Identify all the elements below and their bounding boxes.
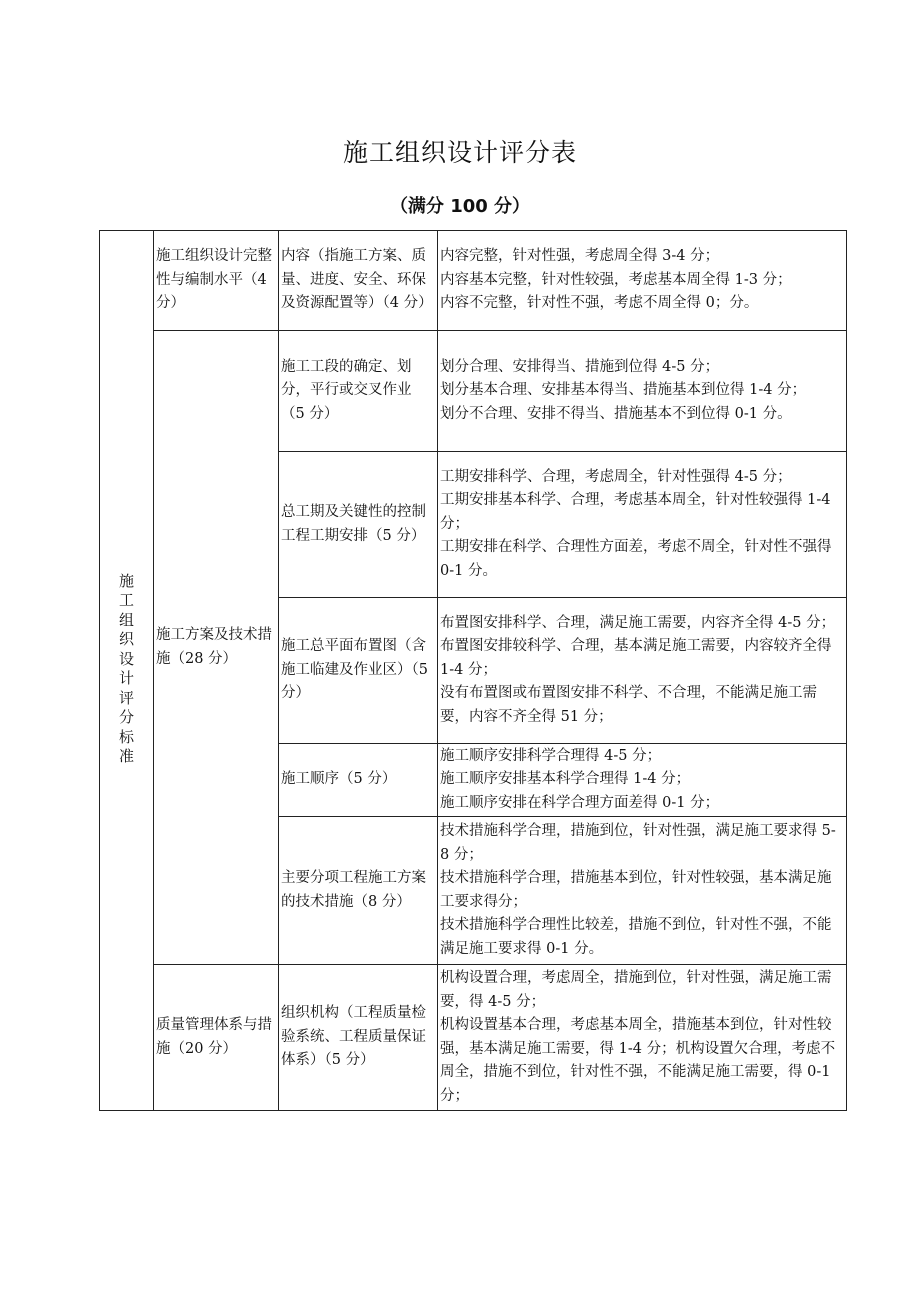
criteria-line: 布置图安排科学、合理，满足施工需要，内容齐全得 4-5 分； <box>440 614 836 631</box>
criteria-line: 机构设置合理，考虑周全，措施到位，针对性强，满足施工需要，得 4-5 分； <box>440 970 832 1010</box>
criteria-cell <box>438 965 847 1111</box>
item-cell: 总工期及关键性的控制工程工期安排（5 分） <box>279 452 438 598</box>
criteria-cell <box>438 331 847 452</box>
item-cell: 施工总平面布置图（含施工临建及作业区）（5 分） <box>279 598 438 744</box>
table-row <box>100 965 847 1111</box>
criteria-line: 内容不完整，针对性不强，考虑不周全得 0；分。 <box>440 295 759 312</box>
criteria-line: 机构设置基本合理，考虑基本周全，措施基本到位，针对性较强，基本满足施工需要，得 1-4 分；机构设置欠合理，考虑不周全，措施不到位，针对性不强，不能满足施工需要，得 0-1 分； <box>440 1017 836 1104</box>
score-table <box>99 230 847 1111</box>
table-row <box>100 231 847 331</box>
item-cell: 主要分项工程施工方案的技术措施（8 分） <box>279 817 438 965</box>
criteria-cell <box>438 452 847 598</box>
group-cell: 施工组织设计完整性与编制水平（4 分） <box>154 231 279 331</box>
criteria-line: 施工顺序安排科学合理得 4-5 分； <box>440 747 662 764</box>
item-cell: 组织机构（工程质量检验系统、工程质量保证体系）（5 分） <box>279 965 438 1111</box>
item-cell: 施工工段的确定、划分，平行或交叉作业（5 分） <box>279 331 438 452</box>
criteria-line: 施工顺序安排基本科学合理得 1-4 分； <box>440 771 691 788</box>
criteria-cell <box>438 817 847 965</box>
criteria-line: 划分不合理、安排不得当、措施基本不到位得 0-1 分。 <box>440 405 792 422</box>
criteria-line: 划分合理、安排得当、措施到位得 4-5 分； <box>440 358 720 375</box>
item-cell: 内容（指施工方案、质量、进度、安全、环保及资源配置等）（4 分） <box>279 231 438 331</box>
criteria-line: 工期安排基本科学、合理，考虑基本周全，针对性较强得 1-4 分； <box>440 492 831 532</box>
page-title: 施工组织设计评分表 <box>342 138 577 167</box>
category-label: 施工组织设计评分标准 <box>118 571 134 765</box>
criteria-cell <box>438 231 847 331</box>
criteria-line: 划分基本合理、安排基本得当、措施基本到位得 1-4 分； <box>440 382 807 399</box>
criteria-line: 施工顺序安排在科学合理方面差得 0-1 分； <box>440 794 720 811</box>
criteria-line: 内容基本完整，针对性较强，考虑基本周全得 1-3 分； <box>440 271 792 288</box>
criteria-cell <box>438 598 847 744</box>
criteria-line: 布置图安排较科学、合理，基本满足施工需要，内容较齐全得 1-4 分； <box>440 638 832 678</box>
criteria-line: 技术措施科学合理性比较差，措施不到位，针对性不强，不能满足施工要求得 0-1 分。 <box>440 917 832 957</box>
item-cell: 施工顺序（5 分） <box>279 744 438 817</box>
category-cell <box>100 231 154 1111</box>
group-cell: 质量管理体系与措施（20 分） <box>154 965 279 1111</box>
criteria-line: 没有布置图或布置图安排不科学、不合理，不能满足施工需要，内容不齐全得 51 分； <box>440 685 817 725</box>
criteria-line: 技术措施科学合理，措施基本到位，针对性较强，基本满足施工要求得分； <box>440 870 832 910</box>
page-subtitle: （满分 100 分） <box>389 196 531 217</box>
criteria-line: 工期安排在科学、合理性方面差，考虑不周全，针对性不强得 0-1 分。 <box>440 539 832 579</box>
criteria-cell <box>438 744 847 817</box>
criteria-line: 内容完整，针对性强，考虑周全得 3-4 分； <box>440 248 720 265</box>
table-row <box>100 331 847 452</box>
group-cell: 施工方案及技术措施（28 分） <box>154 331 279 965</box>
criteria-line: 技术措施科学合理，措施到位，针对性强，满足施工要求得 5-8 分； <box>440 823 836 863</box>
criteria-line: 工期安排科学、合理，考虑周全，针对性强得 4-5 分； <box>440 468 792 485</box>
